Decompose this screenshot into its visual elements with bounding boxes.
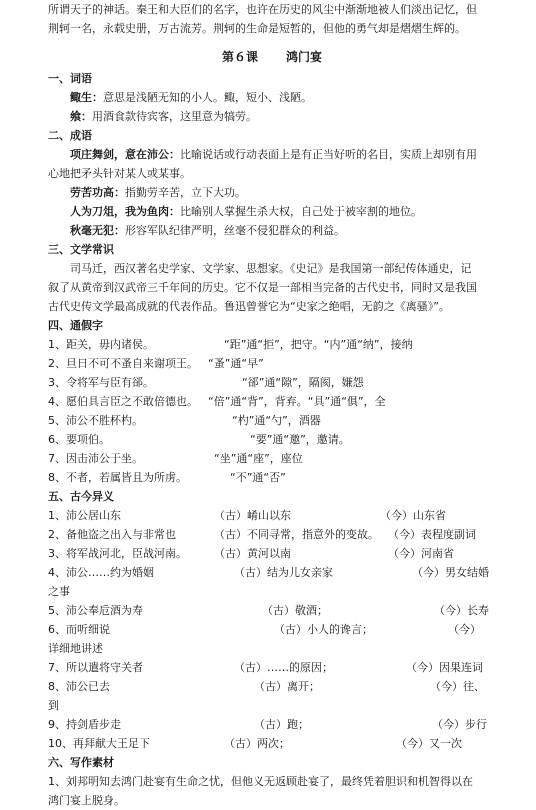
intro-line: 所谓天子的神话。秦王和大臣们的名字，也许在历史的风尘中渐渐地被人们淡出记忆，但 xyxy=(48,3,477,16)
gujin-row xyxy=(48,601,496,620)
tongjia-sentence: 6、要项伯。 xyxy=(48,433,110,446)
lesson-number: 第６课 xyxy=(221,50,258,64)
gujin-modern: （今）步行 xyxy=(432,718,487,731)
tongjia-sentence: 1、距关，毋内诸侯。 xyxy=(48,338,154,351)
idiom-item xyxy=(48,202,496,221)
gujin-ancient: （古）两次； xyxy=(224,737,290,750)
gujin-ancient: （古）离开； xyxy=(254,680,320,693)
literature-line: 叙了从黄帝到汉武帝三千年间的历史。它不仅是一部相当完备的古代史书，同时又是我国 xyxy=(48,281,477,294)
gujin-row xyxy=(48,677,496,696)
tongjia-note: “郤”通“隙”，隔阂，嫌怨 xyxy=(242,376,364,389)
idiom-item xyxy=(48,183,496,202)
gujin-sentence: 7、所以遣将守关者 xyxy=(48,661,143,674)
gujin-ancient: （古）黄河以南 xyxy=(214,547,291,560)
gujin-row xyxy=(48,734,496,753)
vocab-term: 鲰生： xyxy=(70,91,103,104)
tongjia-note: “距”通“拒”，把守。“内”通“纳”，接纳 xyxy=(224,338,413,351)
gujin-modern: （今）长寿 xyxy=(434,604,489,617)
gujin-sentence: 4、沛公……约为婚姻 xyxy=(48,566,154,579)
gujin-row xyxy=(48,525,496,544)
tongjia-note: “杓”通“勺”，酒器 xyxy=(232,414,321,427)
gujin-sentence: 3、将军战河北，臣战河南。 xyxy=(48,547,187,560)
section-heading: 二、成语 xyxy=(48,129,92,142)
tongjia-row xyxy=(48,430,496,449)
tongjia-row xyxy=(48,468,496,487)
gujin-sentence: 6、而听细说 xyxy=(48,623,110,636)
material-line: 鸿门宴上脱身。 xyxy=(48,794,125,807)
tongjia-note: “蚤”通“早” xyxy=(208,357,264,370)
tongjia-sentence: 2、旦日不可不蚤自来谢项王。 xyxy=(48,357,198,370)
tongjia-row xyxy=(48,373,496,392)
gujin-sentence: 5、沛公奉卮酒为寿 xyxy=(48,604,143,617)
idiom-term: 项庄舞剑，意在沛公： xyxy=(70,148,180,161)
idiom-term: 秋毫无犯： xyxy=(70,224,125,237)
gujin-modern: （今）山东省 xyxy=(380,509,446,522)
idiom-def: 形容军队纪律严明，丝毫不侵犯群众的利益。 xyxy=(125,224,345,237)
tongjia-note: “倍”通“背”，背弃。“具”通“俱”，全 xyxy=(208,395,386,408)
idiom-def-cont: 心地把矛头针对某人或某事。 xyxy=(48,167,191,180)
gujin-sentence: 10、再拜献大王足下 xyxy=(48,737,150,750)
lesson-name: 鸿门宴 xyxy=(286,50,323,64)
gujin-ancient: （古）崤山以东 xyxy=(214,509,291,522)
tongjia-note: “坐”通“座”，座位 xyxy=(214,452,303,465)
vocab-def: 意思是浅陋无知的小人。鲰，短小、浅陋。 xyxy=(103,91,312,104)
tongjia-sentence: 5、沛公不胜杯杓。 xyxy=(48,414,143,427)
tongjia-row xyxy=(48,449,496,468)
vocab-def: 用酒食款待宾客，这里意为犒劳。 xyxy=(92,110,257,123)
gujin-modern: （今）男女结婚 xyxy=(412,566,489,579)
idiom-term: 人为刀俎，我为鱼肉： xyxy=(70,205,180,218)
gujin-ancient: （古）……的原因； xyxy=(234,661,333,674)
gujin-row xyxy=(48,563,496,582)
gujin-sentence: 2、备他盗之出入与非常也 xyxy=(48,528,176,541)
gujin-modern: （今）表程度副词 xyxy=(388,528,476,541)
gujin-modern: （今）河南省 xyxy=(388,547,454,560)
tongjia-row xyxy=(48,411,496,430)
tongjia-note: “不”通“否” xyxy=(230,471,286,484)
gujin-modern: （今） xyxy=(448,623,481,636)
gujin-row xyxy=(48,544,496,563)
gujin-sentence: 1、沛公居山东 xyxy=(48,509,121,522)
section-heading: 四、通假字 xyxy=(48,319,103,332)
tongjia-row xyxy=(48,354,496,373)
tongjia-sentence: 7、因击沛公于坐。 xyxy=(48,452,143,465)
vocab-term: 飨： xyxy=(70,110,92,123)
gujin-sentence: 9、持剑盾步走 xyxy=(48,718,121,731)
idiom-def: 比喻别人掌握生杀大权，自己处于被宰割的地位。 xyxy=(180,205,422,218)
literature-line: 司马迁，西汉著名史学家、文学家、思想家。《史记》是我国第一部纪传体通史，记 xyxy=(70,262,472,275)
lesson-title xyxy=(48,48,496,67)
gujin-wrap: 详细地讲述 xyxy=(48,642,103,655)
gujin-modern: （今）因果连词 xyxy=(406,661,483,674)
idiom-def: 指勤劳辛苦，立下大功。 xyxy=(125,186,246,199)
gujin-modern: （今）又一次 xyxy=(396,737,462,750)
tongjia-sentence: 4、愿伯具言臣之不敢倍德也。 xyxy=(48,395,198,408)
gujin-wrap: 到 xyxy=(48,699,59,712)
gujin-ancient: （古）跑； xyxy=(254,718,309,731)
idiom-def: 比喻说话或行动表面上是有正当好听的名目，实质上却别有用 xyxy=(180,148,477,161)
idiom-item xyxy=(48,221,496,240)
gujin-sentence: 8、沛公已去 xyxy=(48,680,110,693)
gujin-row xyxy=(48,658,496,677)
gujin-ancient: （古）小人的谗言； xyxy=(274,623,373,636)
literature-line: 古代史传文学最高成就的代表作品。鲁迅曾誉它为“史家之绝唱，无韵之《离骚》”。 xyxy=(48,300,450,313)
vocab-item xyxy=(48,107,496,126)
gujin-row xyxy=(48,620,496,639)
tongjia-sentence: 8、不者，若属皆且为所虏。 xyxy=(48,471,187,484)
section-heading: 五、古今异义 xyxy=(48,490,114,503)
material-line: 1、刘邦明知去鸿门赴宴有生命之忧，但他义无返顾赴宴了，最终凭着胆识和机智得以在 xyxy=(48,775,473,788)
gujin-row xyxy=(48,715,496,734)
gujin-modern: （今）往、 xyxy=(430,680,485,693)
gujin-ancient: （古）结为儿女亲家 xyxy=(234,566,333,579)
section-heading: 六、写作素材 xyxy=(48,756,114,769)
tongjia-note: “要”通“邀”，邀请。 xyxy=(250,433,350,446)
section-heading: 一、词语 xyxy=(48,72,92,85)
section-heading: 三、文学常识 xyxy=(48,243,114,256)
tongjia-row xyxy=(48,335,496,354)
tongjia-sentence: 3、令将军与臣有郤。 xyxy=(48,376,154,389)
idiom-item xyxy=(48,145,496,164)
vocab-item xyxy=(48,88,496,107)
idiom-term: 劳苦功高： xyxy=(70,186,125,199)
intro-line: 荆轲一名，永载史册，万古流芳。荆轲的生命是短暂的，但他的勇气却是熠熠生辉的。 xyxy=(48,22,466,35)
gujin-ancient: （古）不同寻常，指意外的变故。 xyxy=(214,528,379,541)
tongjia-row xyxy=(48,392,496,411)
gujin-row xyxy=(48,506,496,525)
gujin-wrap: 之事 xyxy=(48,585,70,598)
gujin-ancient: （古）敬酒； xyxy=(262,604,328,617)
